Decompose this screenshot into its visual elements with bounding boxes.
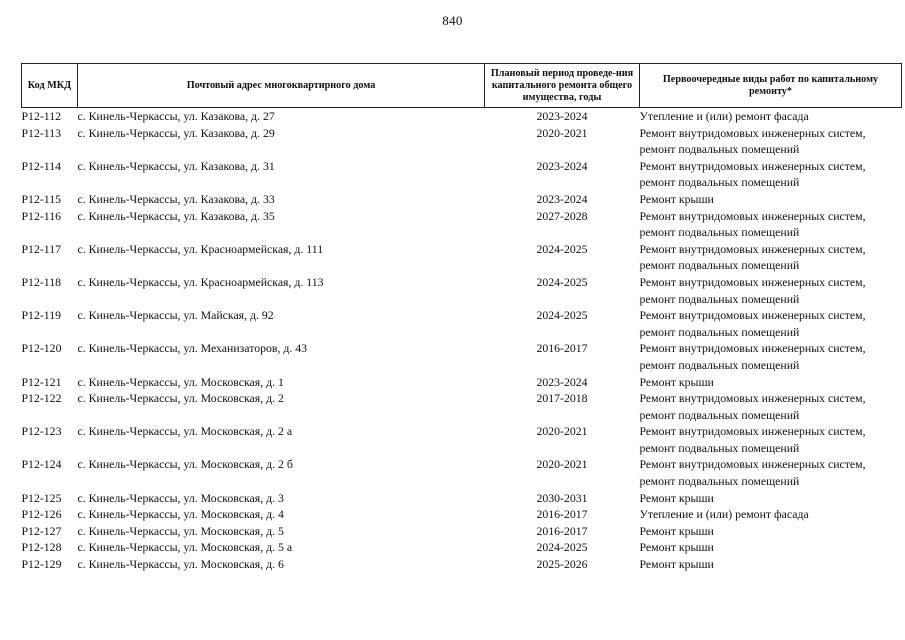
repair-work-line: Утепление и (или) ремонт фасада: [639, 109, 809, 123]
table-row: [22, 307, 902, 340]
repair-work-line: Ремонт крыши: [639, 191, 714, 206]
table-row: [22, 274, 902, 307]
house-address: с. Кинель-Черкассы, ул. Казакова, д. 35: [77, 208, 275, 223]
repair-work-line: Ремонт внутридомовых инженерных систем,: [639, 241, 866, 256]
repair-period: 2024-2025: [536, 241, 588, 256]
repair-work-line: Ремонт крыши: [639, 523, 714, 538]
house-address: с. Кинель-Черкассы, ул. Казакова, д. 27: [77, 109, 275, 123]
repair-work-line: ремонт подвальных помещений: [639, 357, 800, 372]
repair-work-line: Ремонт внутридомовых инженерных систем,: [639, 341, 866, 356]
header-period: Плановый период проведе-ния капитального ремонта общего имущества, годы: [485, 64, 640, 108]
house-address: с. Кинель-Черкассы, ул. Московская, д. 2 б: [77, 457, 293, 472]
repair-work-line: Ремонт внутридомовых инженерных систем,: [639, 274, 866, 289]
house-code: Р12-119: [21, 308, 62, 323]
table-row: [22, 125, 902, 158]
repair-works: [640, 208, 902, 241]
repair-work-line: Ремонт внутридомовых инженерных систем,: [639, 208, 866, 223]
repair-work-line: ремонт подвальных помещений: [639, 225, 800, 240]
repair-work-line: ремонт подвальных помещений: [639, 440, 800, 455]
repair-period: 2023-2024: [536, 109, 588, 123]
repair-work-line: ремонт подвальных помещений: [639, 474, 800, 489]
table-row: [22, 191, 902, 208]
house-code: Р12-115: [21, 191, 62, 206]
table-row: [22, 374, 902, 391]
house-code: Р12-113: [21, 125, 62, 140]
house-address: с. Кинель-Черкассы, ул. Московская, д. 2: [77, 391, 284, 406]
house-code: Р12-123: [21, 424, 62, 439]
repair-period: 2030-2031: [536, 490, 588, 505]
repair-work-line: Ремонт внутридомовых инженерных систем,: [639, 391, 866, 406]
house-address: с. Кинель-Черкассы, ул. Красноармейская, д. 111: [77, 241, 324, 256]
house-address: с. Кинель-Черкассы, ул. Казакова, д. 31: [77, 158, 275, 173]
house-code: Р12-114: [21, 158, 62, 173]
repair-work-line: Ремонт внутридомовых инженерных систем,: [639, 125, 866, 140]
repair-works: [640, 523, 902, 540]
repair-period: 2025-2026: [536, 557, 588, 572]
header-address: Почтовый адрес многоквартирного дома: [78, 64, 485, 108]
house-address: с. Кинель-Черкассы, ул. Майская, д. 92: [77, 308, 274, 323]
table-row: [22, 539, 902, 556]
repair-work-line: Ремонт внутридомовых инженерных систем,: [639, 158, 866, 173]
repair-work-line: ремонт подвальных помещений: [639, 258, 800, 273]
house-address: с. Кинель-Черкассы, ул. Казакова, д. 33: [77, 191, 275, 206]
repair-works: [640, 191, 902, 208]
house-code: Р12-127: [21, 523, 62, 538]
repair-period: 2016-2017: [536, 341, 588, 356]
table-header: [22, 64, 902, 108]
repair-work-line: Ремонт внутридомовых инженерных систем,: [639, 457, 866, 472]
repair-work-line: Ремонт крыши: [639, 374, 714, 389]
repair-works: [640, 158, 902, 191]
house-code: Р12-121: [21, 374, 62, 389]
house-address: с. Кинель-Черкассы, ул. Красноармейская, д. 113: [77, 274, 324, 289]
house-address: с. Кинель-Черкассы, ул. Московская, д. 2 а: [77, 424, 293, 439]
table-row: [22, 108, 902, 125]
repair-period: 2023-2024: [536, 374, 588, 389]
house-code: Р12-116: [21, 208, 62, 223]
repair-work-line: ремонт подвальных помещений: [639, 291, 800, 306]
house-code: Р12-120: [21, 341, 62, 356]
repair-work-line: Ремонт внутридомовых инженерных систем,: [639, 308, 866, 323]
house-address: с. Кинель-Черкассы, ул. Московская, д. 1: [77, 374, 284, 389]
house-address: с. Кинель-Черкассы, ул. Московская, д. 5 а: [77, 540, 293, 555]
table-row: [22, 241, 902, 274]
repair-works: [640, 125, 902, 158]
house-address: с. Кинель-Черкассы, ул. Московская, д. 4: [77, 507, 284, 522]
repair-works: [640, 556, 902, 573]
house-address: с. Кинель-Черкассы, ул. Московская, д. 5: [77, 523, 284, 538]
repair-works: [640, 340, 902, 373]
table-row: [22, 423, 902, 456]
house-code: Р12-117: [21, 241, 62, 256]
repair-works: [640, 390, 902, 423]
repair-works: [640, 423, 902, 456]
repair-period: 2020-2021: [536, 457, 588, 472]
repair-period: 2017-2018: [536, 391, 588, 406]
header-code: Код МКД: [22, 64, 78, 108]
house-code: Р12-129: [21, 557, 62, 572]
table-row: [22, 456, 902, 489]
repair-works: [640, 307, 902, 340]
repair-works: [640, 108, 902, 125]
repair-works: [640, 490, 902, 507]
table-row: [22, 158, 902, 191]
repair-works: [640, 539, 902, 556]
repair-period: 2020-2021: [536, 424, 588, 439]
repair-period: 2024-2025: [536, 308, 588, 323]
repair-work-line: Ремонт крыши: [639, 557, 714, 572]
house-code: Р12-128: [21, 540, 62, 555]
repair-work-line: ремонт подвальных помещений: [639, 324, 800, 339]
house-address: с. Кинель-Черкассы, ул. Механизаторов, д. 43: [77, 341, 308, 356]
repair-period: 2016-2017: [536, 523, 588, 538]
repair-work-line: ремонт подвальных помещений: [639, 175, 800, 190]
repair-period: 2024-2025: [536, 540, 588, 555]
table-row: [22, 390, 902, 423]
header-works: Первоочередные виды работ по капитальному ремонту*: [640, 64, 902, 108]
repair-period: 2023-2024: [536, 158, 588, 173]
repair-works: [640, 241, 902, 274]
repair-period: 2016-2017: [536, 507, 588, 522]
house-address: с. Кинель-Черкассы, ул. Московская, д. 6: [77, 557, 284, 572]
repair-work-line: ремонт подвальных помещений: [639, 407, 800, 422]
repair-works: [640, 456, 902, 489]
table-row: [22, 523, 902, 540]
house-address: с. Кинель-Черкассы, ул. Казакова, д. 29: [77, 125, 275, 140]
table-row: [22, 208, 902, 241]
house-address: с. Кинель-Черкассы, ул. Московская, д. 3: [77, 490, 284, 505]
repair-work-line: Утепление и (или) ремонт фасада: [639, 507, 809, 522]
repair-works: [640, 374, 902, 391]
table-row: [22, 556, 902, 573]
repair-period: 2024-2025: [536, 274, 588, 289]
house-code: Р12-126: [21, 507, 62, 522]
table-body: [22, 108, 902, 573]
repair-work-line: Ремонт внутридомовых инженерных систем,: [639, 424, 866, 439]
capital-repair-table: [21, 63, 902, 573]
house-code: Р12-125: [21, 490, 62, 505]
repair-work-line: Ремонт крыши: [639, 490, 714, 505]
repair-period: 2023-2024: [536, 191, 588, 206]
table-row: [22, 490, 902, 507]
repair-works: [640, 506, 902, 523]
repair-work-line: ремонт подвальных помещений: [639, 142, 800, 157]
table-row: [22, 340, 902, 373]
repair-period: 2027-2028: [536, 208, 588, 223]
repair-works: [640, 274, 902, 307]
repair-period: 2020-2021: [536, 125, 588, 140]
table-row: [22, 506, 902, 523]
house-code: Р12-112: [21, 109, 62, 123]
house-code: Р12-124: [21, 457, 62, 472]
house-code: Р12-118: [21, 274, 62, 289]
repair-work-line: Ремонт крыши: [639, 540, 714, 555]
page-number: 840: [442, 13, 463, 28]
house-code: Р12-122: [21, 391, 62, 406]
